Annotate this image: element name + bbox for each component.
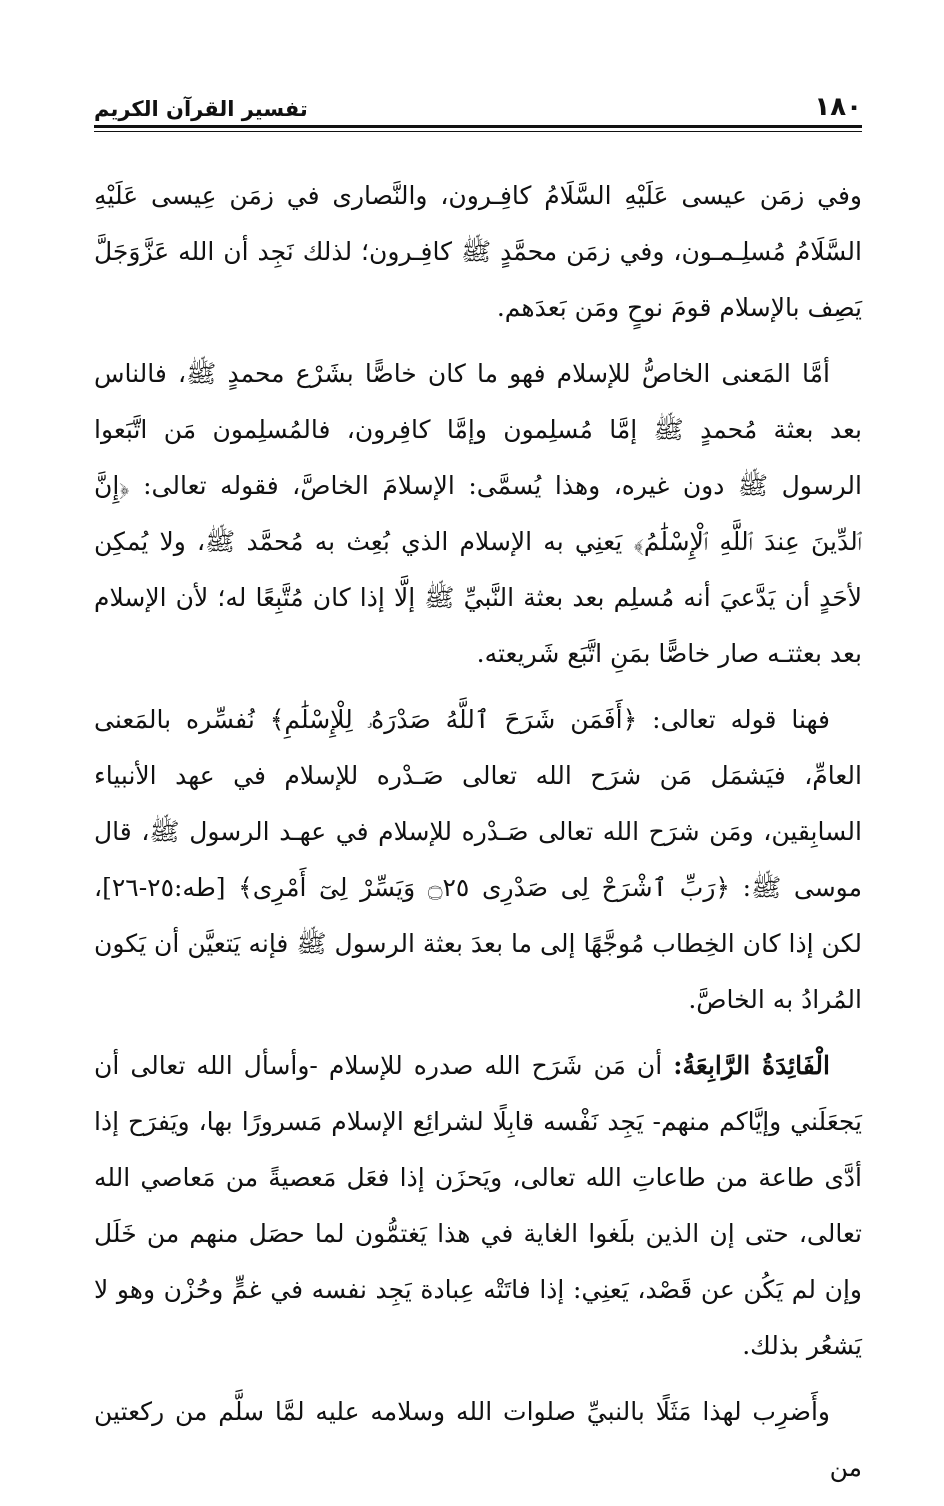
document-page: [94, 0, 862, 1482]
book-title: تفسير القرآن الكريم: [94, 97, 308, 121]
paragraph-4-text: أن مَن شَرَح الله صدره للإسلام -وأسأل الله تعالى أن يَجعَلَني وإيَّاكم منهم- يَجِد نَفْسه قابِلًا لشرائِع الإسلام مَسرورًا بها، ويَفرَح إذا أدَّى طاعة من طاعاتِ الله تعالى، ويَحزَن إذا فعَل مَعصيةً من مَعاصي الله تعالى، حتى إن الذين بلَغوا الغاية في هذا يَغتمُّون لما حصَل منهم من خَلَل وإن لم يَكُن عن قَصْد، يَعنِي: إذا فاتَتْه عِبادة يَجِد نفسه في غمٍّ وحُزْن وهو لا يَشعُر بذلك.: [94, 1051, 862, 1360]
paragraph-3: فهنا قوله تعالى: ﴿أَفَمَن شَرَحَ ٱللَّهُ صَدْرَهُۥ لِلْإِسْلَٰمِ﴾ نُفسِّره بالمَعنى العامِّ، فيَشمَل مَن شرَح الله تعالى صَـدْره للإسلام في عهد الأنبياء السابِقين، ومَن شرَح الله تعالى صَـدْره للإسلام في عهـد الرسول ﷺ، قال موسى ﷺ: ﴿رَبِّ ٱشْرَحْ لِى صَدْرِى ۝٢٥ وَيَسِّرْ لِىٓ أَمْرِى﴾ [طه:٢٥-٢٦]، لكن إذا كان الخِطاب مُوجَّهًا إلى ما بعدَ بعثة الرسول ﷺ فإنه يَتعيَّن أن يَكون المُرادُ به الخاصَّ.: [94, 705, 862, 1014]
header-rule-thin: [94, 131, 862, 132]
paragraph-4: [94, 1038, 862, 1374]
header-rule-thick: [94, 125, 862, 128]
paragraph-5: وأَضرِب لهذا مَثَلًا بالنبيِّ صلوات الله وسلامه عليه لمَّا سلَّم من ركعتين من: [94, 1397, 862, 1482]
paragraph-2: أمَّا المَعنى الخاصُّ للإسلام فهو ما كان خاصًّا بشَرْع محمدٍ ﷺ، فالناس بعد بعثة مُحمدٍ ﷺ إمَّا مُسلِمون وإمَّا كافِرون، فالمُسلِمون مَن اتَّبَعوا الرسول ﷺ دون غيره، وهذا يُسمَّى: الإسلامَ الخاصَّ، فقوله تعالى: ﴿إِنَّ ٱلدِّينَ عِندَ ٱللَّهِ ٱلْإِسْلَٰمُ﴾ يَعنِي به الإسلام الذي بُعِث به مُحمَّد ﷺ، ولا يُمكِن لأحَدٍ أن يَدَّعيَ أنه مُسلِم بعد بعثة النَّبيِّ ﷺ إلَّا إذا كان مُتَّبِعًا له؛ لأن الإسلام بعد بعثتـه صار خاصًّا بمَنِ اتَّبَع شَريعته.: [94, 359, 862, 668]
page-header: [94, 86, 862, 126]
paragraph-1: وفي زمَن عيسى عَلَيْهِ السَّلَامُ كافِـرون، والنَّصارى في زمَن عِيسى عَلَيْهِ السَّلَامُ مُسلِـمـون، وفي زمَن محمَّدٍ ﷺ كافِـرون؛ لذلك نَجِد أن الله عَزَّوَجَلَّ يَصِف بالإسلام قومَ نوحٍ ومَن بَعدَهم.: [94, 181, 862, 322]
page-body: [94, 168, 862, 1506]
page-number: ١٨٠: [814, 92, 862, 122]
benefit-heading: الْفَائِدَةُ الرَّابِعَةُ:: [673, 1051, 830, 1080]
